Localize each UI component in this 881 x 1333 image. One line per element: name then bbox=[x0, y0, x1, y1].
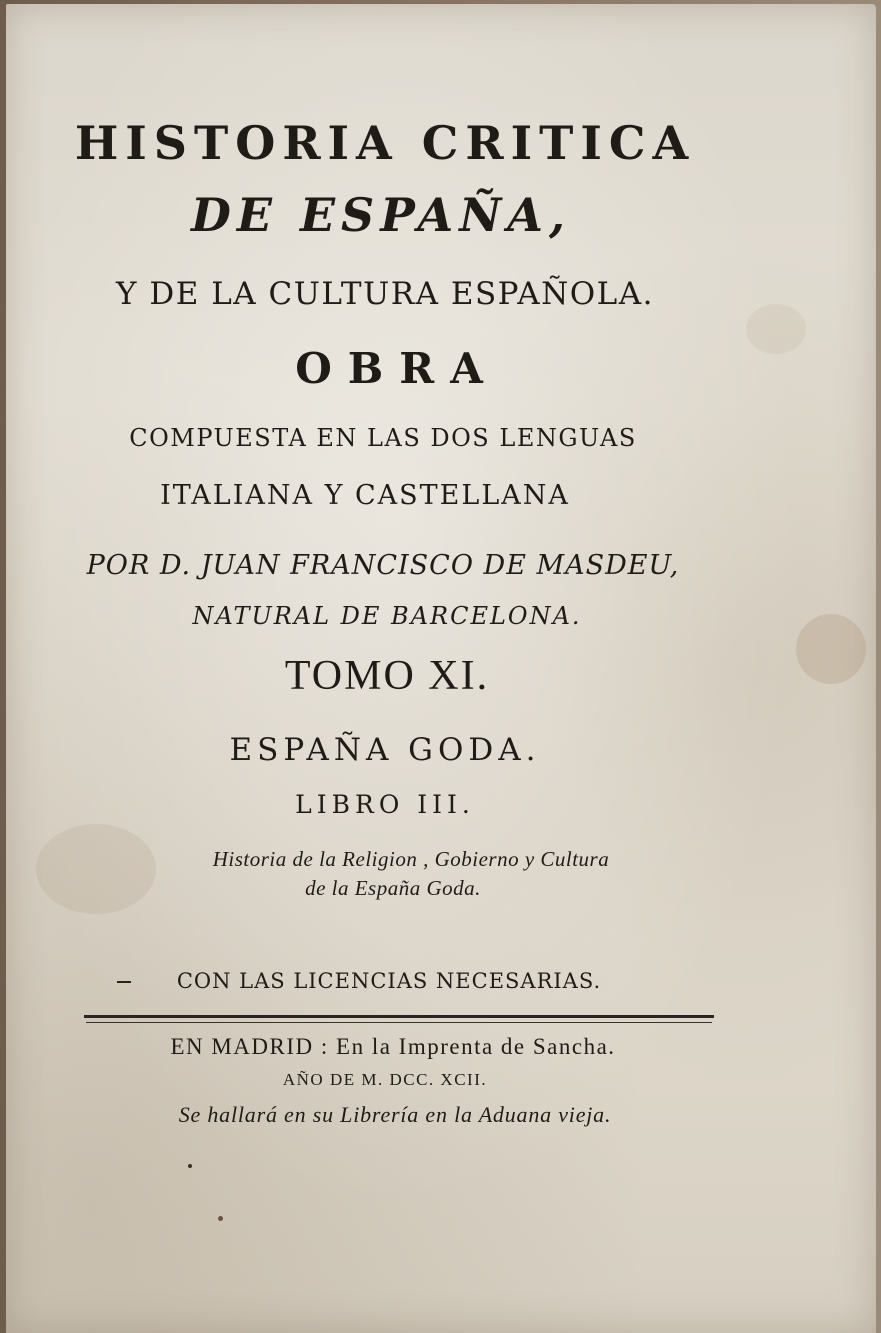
imprint-sold-at: Se hallará en su Librería en la Aduana vieja. bbox=[178, 1102, 612, 1127]
double-rule-thin bbox=[86, 1022, 712, 1023]
title-line-espana: DE ESPAÑA, bbox=[191, 188, 571, 242]
ink-speck bbox=[188, 1164, 192, 1168]
title-line-historia: HISTORIA CRITICA bbox=[74, 116, 696, 170]
title-line-cultura: Y DE LA CULTURA ESPAÑOLA. bbox=[116, 276, 654, 312]
compuesta-line: COMPUESTA EN LAS DOS LENGUAS bbox=[129, 424, 637, 452]
imprint-year: AÑO DE M. DCC. XCII. bbox=[282, 1070, 488, 1089]
ink-speck bbox=[218, 1216, 223, 1221]
author-origin-line: NATURAL DE BARCELONA. bbox=[192, 602, 582, 630]
imprint-place-printer: EN MADRID : En la Imprenta de Sancha. bbox=[170, 1034, 616, 1059]
author-line: POR D. JUAN FRANCISCO DE MASDEU, bbox=[86, 550, 680, 581]
book-heading: LIBRO III. bbox=[295, 790, 475, 819]
section-heading: ESPAÑA GODA. bbox=[229, 732, 541, 768]
volume-heading: TOMO XI. bbox=[284, 653, 490, 699]
title-page bbox=[6, 4, 876, 1333]
licenses-line: CON LAS LICENCIAS NECESARIAS. bbox=[176, 969, 602, 993]
subtitle-line-1: Historia de la Religion , Gobierno y Cultura bbox=[212, 847, 610, 871]
lenguas-line: ITALIANA Y CASTELLANA bbox=[160, 480, 570, 511]
obra-heading: OBRA bbox=[295, 344, 499, 393]
double-rule-thick bbox=[84, 1015, 714, 1018]
subtitle-line-2: de la España Goda. bbox=[305, 876, 481, 900]
